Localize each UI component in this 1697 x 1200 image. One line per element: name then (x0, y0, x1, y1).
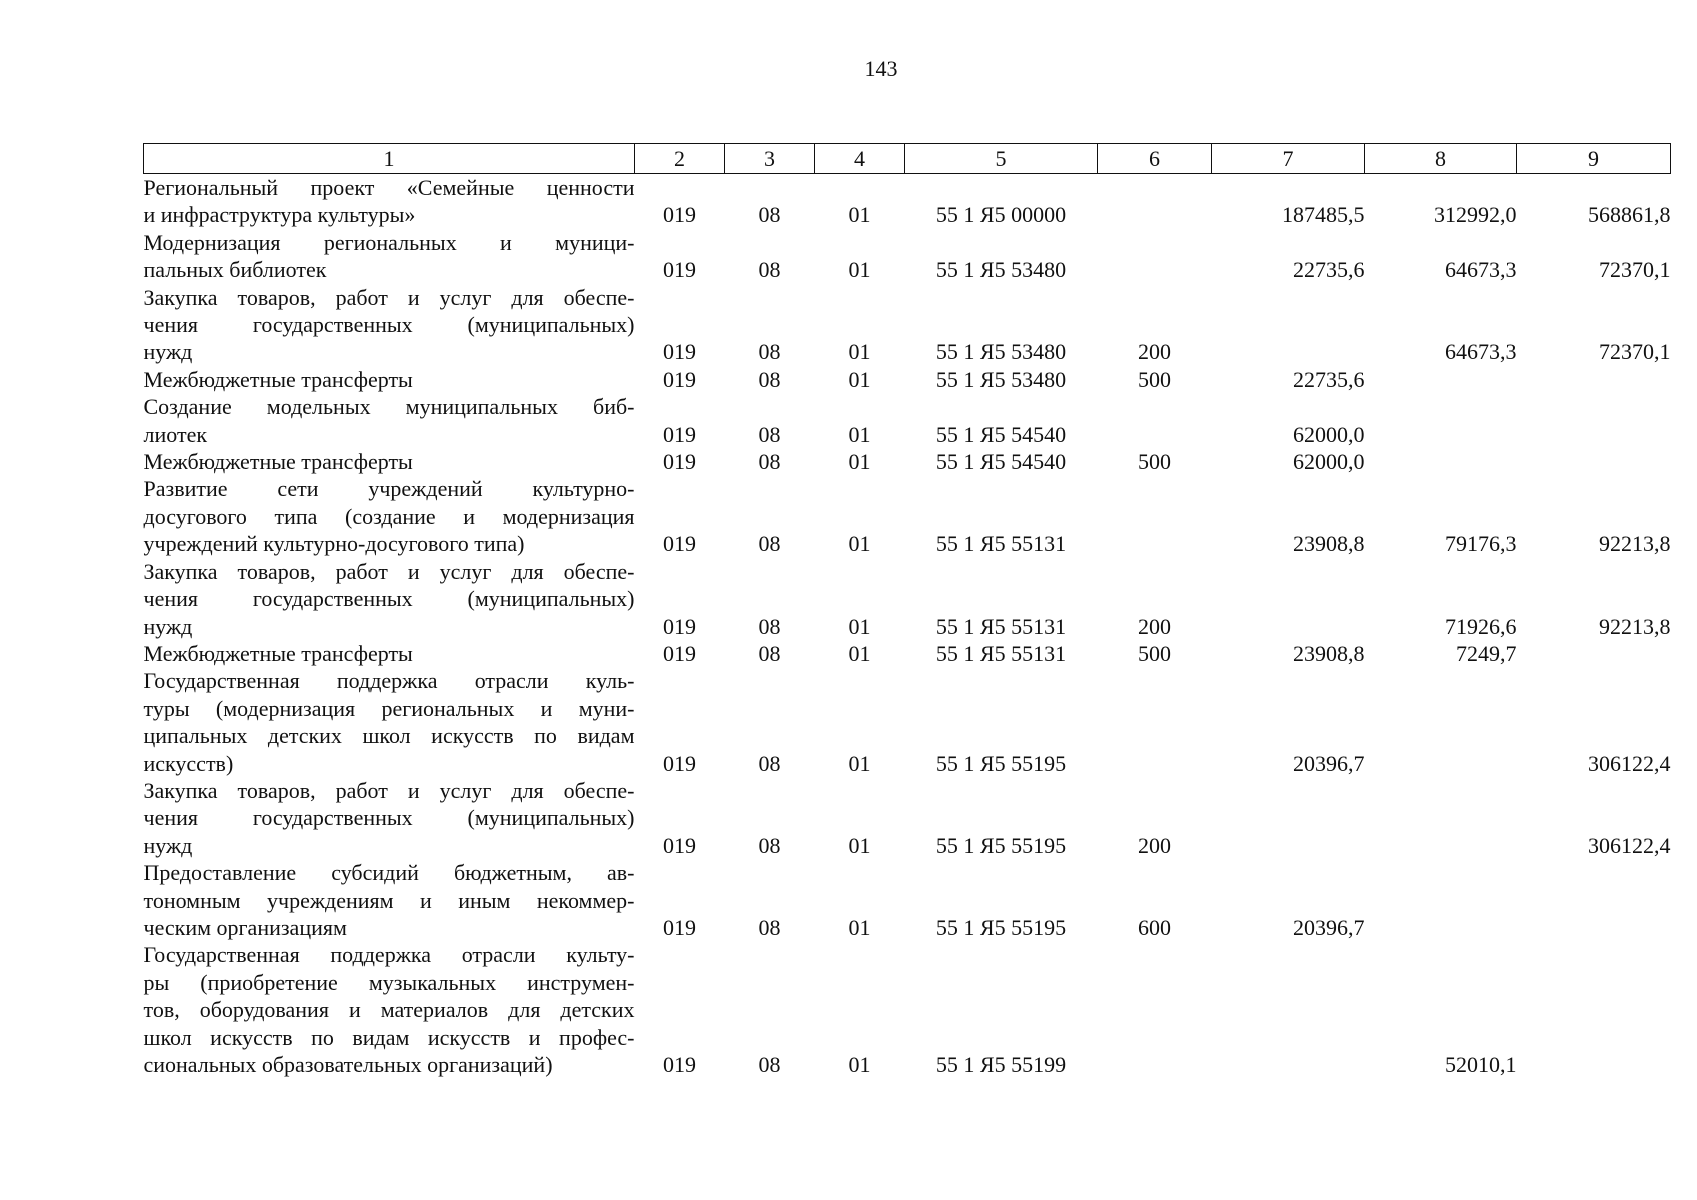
code-pr: 01 (848, 531, 871, 557)
table-row (144, 284, 1671, 366)
description-line: нужд (143, 613, 193, 639)
code-rz: 08 (758, 366, 781, 392)
code-gr: 019 (663, 832, 696, 858)
code-gr: 019 (663, 339, 696, 365)
amount-col7 (1212, 777, 1365, 859)
code-gr: 019 (663, 914, 696, 940)
column-header-6: 6 (1098, 144, 1212, 174)
row-description (144, 777, 635, 859)
amount-col7: 187485,5 (1282, 202, 1365, 228)
amount-col9: 92213,8 (1599, 531, 1671, 557)
row-description (144, 941, 635, 1078)
code-gr: 019 (663, 366, 696, 392)
code-gr: 019 (663, 750, 696, 776)
amount-col9 (1517, 393, 1671, 448)
description-line: нужд (143, 339, 193, 365)
table-row (144, 558, 1671, 640)
code-gr: 019 (663, 257, 696, 283)
column-header-4: 4 (815, 144, 905, 174)
code-pr: 01 (848, 914, 871, 940)
code-rz: 08 (758, 421, 781, 447)
amount-col7: 23908,8 (1293, 640, 1365, 666)
description-line: Предоставление субсидий бюджетным, ав- (143, 860, 635, 886)
code-csr: 55 1 Я5 53480 (935, 366, 1067, 392)
page-number: 143 (864, 56, 898, 81)
amount-col9 (1517, 941, 1671, 1078)
description-line: школ искусств по видам искусств и профес- (143, 1024, 635, 1050)
amount-col8: 312992,0 (1434, 202, 1517, 228)
code-csr: 55 1 Я5 53480 (935, 257, 1067, 283)
description-line: Межбюджетные трансферты (143, 640, 413, 666)
code-vr: 600 (1138, 914, 1171, 940)
code-pr: 01 (848, 366, 871, 392)
code-rz: 08 (758, 914, 781, 940)
description-line: чения государственных (муниципальных) (143, 312, 635, 338)
table-row (144, 174, 1671, 229)
row-description (144, 284, 635, 366)
description-line: досугового типа (создание и модернизация (143, 503, 635, 529)
description-line: Межбюджетные трансферты (143, 366, 413, 392)
table-row (144, 448, 1671, 475)
code-pr: 01 (848, 750, 871, 776)
description-line: Региональный проект «Семейные ценности (143, 175, 635, 200)
table-row (144, 859, 1671, 941)
row-description (144, 558, 635, 640)
code-vr: 500 (1138, 366, 1171, 392)
row-description (144, 640, 635, 667)
table-body (144, 174, 1671, 1079)
description-line: Развитие сети учреждений культурно- (143, 476, 635, 502)
description-line: лиотек (143, 421, 208, 447)
description-line: Межбюджетные трансферты (143, 449, 413, 475)
description-line: тов, оборудования и материалов для детских (143, 997, 635, 1023)
budget-table (143, 143, 1671, 1078)
code-pr: 01 (848, 257, 871, 283)
description-line: чения государственных (муниципальных) (143, 805, 635, 831)
description-line: сиональных образовательных организаций) (143, 1052, 553, 1077)
code-vr: 200 (1138, 339, 1171, 365)
amount-col8 (1365, 366, 1517, 393)
code-gr: 019 (663, 421, 696, 447)
column-header-1: 1 (144, 144, 635, 174)
code-rz: 08 (758, 640, 781, 666)
code-csr: 55 1 Я5 55199 (935, 1052, 1067, 1077)
amount-col7: 22735,6 (1293, 257, 1365, 283)
column-header-2: 2 (635, 144, 725, 174)
code-pr: 01 (848, 640, 871, 666)
table-row (144, 667, 1671, 777)
code-csr: 55 1 Я5 53480 (935, 339, 1067, 365)
amount-col8 (1365, 777, 1517, 859)
code-pr: 01 (848, 1052, 871, 1077)
code-gr: 019 (663, 640, 696, 666)
code-rz: 08 (758, 531, 781, 557)
column-header-3: 3 (725, 144, 815, 174)
column-header-5: 5 (905, 144, 1098, 174)
amount-col7: 22735,6 (1293, 366, 1365, 392)
header-row (144, 144, 1671, 174)
amount-col7: 62000,0 (1293, 421, 1365, 447)
code-pr: 01 (848, 613, 871, 639)
code-vr (1098, 393, 1212, 448)
code-pr: 01 (848, 832, 871, 858)
code-pr: 01 (848, 421, 871, 447)
amount-col7 (1212, 284, 1365, 366)
amount-col8: 64673,3 (1445, 257, 1517, 283)
code-csr: 55 1 Я5 54540 (935, 421, 1067, 447)
amount-col9: 306122,4 (1588, 750, 1671, 776)
description-line: чения государственных (муниципальных) (143, 586, 635, 612)
row-description (144, 393, 635, 448)
amount-col9: 92213,8 (1599, 613, 1671, 639)
description-line: ципальных детских школ искусств по видам (143, 723, 635, 749)
code-pr: 01 (848, 449, 871, 475)
row-description (144, 366, 635, 393)
column-header-7: 7 (1212, 144, 1365, 174)
amount-col9: 568861,8 (1588, 202, 1671, 228)
code-vr (1098, 229, 1212, 284)
table-row (144, 941, 1671, 1078)
table-row (144, 777, 1671, 859)
amount-col7: 20396,7 (1293, 750, 1365, 776)
description-line: Модернизация региональных и муници- (143, 229, 635, 255)
description-line: искусств) (143, 750, 234, 776)
amount-col9: 72370,1 (1599, 257, 1671, 283)
code-rz: 08 (758, 750, 781, 776)
description-line: и инфраструктура культуры» (143, 202, 416, 228)
table-row (144, 475, 1671, 557)
description-line: учреждений культурно-досугового типа) (143, 531, 525, 557)
code-rz: 08 (758, 1052, 781, 1077)
row-description (144, 859, 635, 941)
code-vr: 200 (1138, 832, 1171, 858)
row-description (144, 667, 635, 777)
amount-col9 (1517, 640, 1671, 667)
amount-col9: 306122,4 (1588, 832, 1671, 858)
description-line: Закупка товаров, работ и услуг для обеспе- (143, 777, 635, 803)
description-line: Государственная поддержка отрасли куль- (143, 668, 635, 694)
code-vr (1098, 174, 1212, 229)
code-csr: 55 1 Я5 00000 (935, 202, 1067, 228)
description-line: Государственная поддержка отрасли культу- (143, 942, 635, 968)
code-csr: 55 1 Я5 55195 (935, 750, 1067, 776)
amount-col7: 23908,8 (1293, 531, 1365, 557)
code-pr: 01 (848, 339, 871, 365)
amount-col8 (1365, 448, 1517, 475)
description-line: пальных библиотек (143, 257, 327, 283)
code-rz: 08 (758, 257, 781, 283)
row-description (144, 174, 635, 229)
code-rz: 08 (758, 832, 781, 858)
description-line: тономным учреждениям и иным некоммер- (143, 887, 635, 913)
code-rz: 08 (758, 339, 781, 365)
code-csr: 55 1 Я5 55195 (935, 914, 1067, 940)
code-csr: 55 1 Я5 55131 (935, 640, 1067, 666)
code-vr (1098, 667, 1212, 777)
code-csr: 55 1 Я5 55195 (935, 832, 1067, 858)
table-row (144, 640, 1671, 667)
amount-col8: 71926,6 (1445, 613, 1517, 639)
amount-col8 (1365, 859, 1517, 941)
amount-col8: 79176,3 (1445, 531, 1517, 557)
amount-col7: 20396,7 (1293, 914, 1365, 940)
table-row (144, 229, 1671, 284)
code-csr: 55 1 Я5 55131 (935, 531, 1067, 557)
code-vr (1098, 475, 1212, 557)
description-line: нужд (143, 832, 193, 858)
column-header-9: 9 (1517, 144, 1671, 174)
amount-col8 (1365, 667, 1517, 777)
amount-col7: 62000,0 (1293, 449, 1365, 475)
code-gr: 019 (663, 449, 696, 475)
code-vr: 500 (1138, 449, 1171, 475)
code-csr: 55 1 Я5 54540 (935, 449, 1067, 475)
row-description (144, 448, 635, 475)
code-rz: 08 (758, 449, 781, 475)
amount-col8: 52010,1 (1445, 1052, 1517, 1077)
amount-col8: 7249,7 (1456, 640, 1517, 666)
description-line: Создание модельных муниципальных биб- (143, 394, 635, 420)
amount-col8: 64673,3 (1445, 339, 1517, 365)
column-header-8: 8 (1365, 144, 1517, 174)
code-gr: 019 (663, 531, 696, 557)
description-line: ры (приобретение музыкальных инструмен- (143, 969, 635, 995)
row-description (144, 229, 635, 284)
table-row (144, 393, 1671, 448)
row-description (144, 475, 635, 557)
code-gr: 019 (663, 613, 696, 639)
table-row (144, 366, 1671, 393)
code-vr (1098, 941, 1212, 1078)
code-vr: 200 (1138, 613, 1171, 639)
description-line: Закупка товаров, работ и услуг для обеспе- (143, 284, 635, 310)
description-line: ческим организациям (143, 914, 347, 940)
code-rz: 08 (758, 202, 781, 228)
code-csr: 55 1 Я5 55131 (935, 613, 1067, 639)
code-pr: 01 (848, 202, 871, 228)
code-gr: 019 (663, 1052, 696, 1077)
code-rz: 08 (758, 613, 781, 639)
code-vr: 500 (1138, 640, 1171, 666)
code-gr: 019 (663, 202, 696, 228)
amount-col7 (1212, 558, 1365, 640)
amount-col7 (1212, 941, 1365, 1078)
amount-col9: 72370,1 (1599, 339, 1671, 365)
amount-col8 (1365, 393, 1517, 448)
description-line: Закупка товаров, работ и услуг для обеспе- (143, 558, 635, 584)
amount-col9 (1517, 366, 1671, 393)
amount-col9 (1517, 448, 1671, 475)
amount-col9 (1517, 859, 1671, 941)
description-line: туры (модернизация региональных и муни- (143, 695, 635, 721)
